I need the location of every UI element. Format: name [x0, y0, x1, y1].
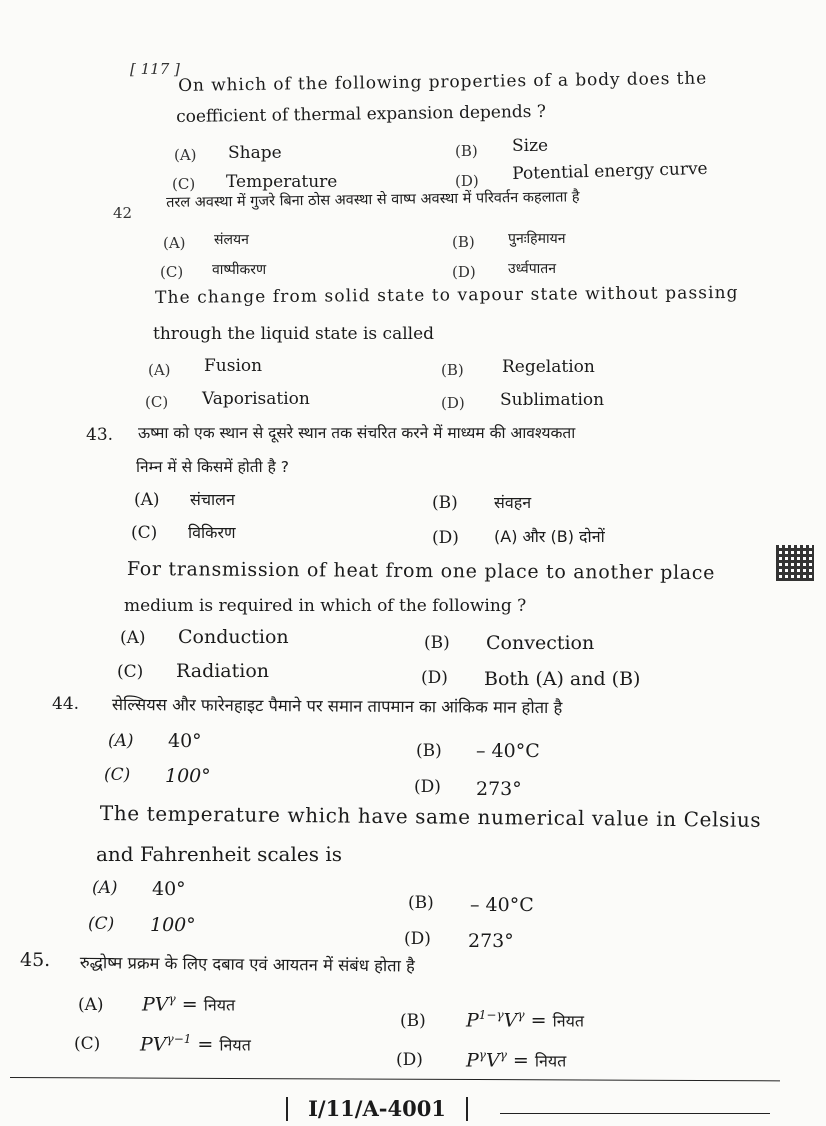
- q44-hi-option-d-label: (D): [414, 777, 441, 797]
- q43-en-option-c: Radiation: [176, 660, 270, 682]
- q43-en-option-a: Conduction: [178, 626, 289, 648]
- q43-en-option-d-label: (D): [421, 668, 448, 688]
- q43-hi-option-b-label: (B): [432, 493, 458, 513]
- q44-en-option-d-label: (D): [404, 929, 431, 949]
- q45-option-c-label: (C): [74, 1034, 101, 1054]
- q42-en-option-c: Vaporisation: [202, 389, 310, 409]
- q41-option-b-label: (B): [455, 142, 478, 160]
- q45-option-b-label: (B): [400, 1011, 426, 1031]
- q42-en-option-d: Sublimation: [500, 390, 605, 410]
- q42-hi-option-c-label: (C): [160, 263, 184, 281]
- q44-text-hindi: सेल्सियस और फारेनहाइट पैमाने पर समान तापमान का आंकिक मान होता है: [111, 694, 563, 718]
- q42-hi-option-d-label: (D): [452, 263, 476, 281]
- q45-option-a: $PV^\gamma$ = नियत: [142, 992, 236, 1016]
- q43-hi-option-a-label: (A): [134, 490, 160, 510]
- q43-en-option-b-label: (B): [424, 633, 450, 653]
- q42-en-option-a-label: (A): [148, 361, 171, 379]
- q43-text-line2: medium is required in which of the following ?: [124, 596, 527, 616]
- q41-option-b: Size: [512, 136, 549, 156]
- q42-hi-option-d: उर्ध्वपातन: [508, 261, 557, 277]
- q44-en-option-a-label: (A): [92, 878, 118, 898]
- q43-hi-option-c-label: (C): [131, 523, 158, 543]
- q43-text-line1: For transmission of heat from one place to another place: [126, 558, 716, 585]
- q42-en-option-b: Regelation: [502, 357, 595, 377]
- q41-option-c: Temperature: [226, 172, 338, 192]
- q41-text-line1: On which of the following properties of a body does the: [178, 68, 708, 96]
- q43-number: 43.: [86, 425, 114, 445]
- q44-en-option-c: 100°: [150, 914, 196, 936]
- q44-hi-option-c-label: (C): [104, 765, 131, 785]
- q43-hi-option-d-label: (D): [432, 528, 459, 548]
- q44-en-option-a: 40°: [152, 878, 186, 900]
- q43-hi-option-a: संचालन: [190, 490, 235, 509]
- q44-hi-option-c: 100°: [165, 765, 211, 787]
- q44-number: 44.: [52, 694, 80, 714]
- q44-text-line2: and Fahrenheit scales is: [96, 842, 342, 866]
- q43-hi-option-b: संवहन: [494, 493, 532, 512]
- q41-option-a-label: (A): [174, 146, 197, 164]
- q42-text-line2: through the liquid state is called: [153, 324, 435, 344]
- footer-code: I/11/A-4001: [286, 1097, 468, 1121]
- q45-option-d: $P^\gamma V^\gamma$ = नियत: [466, 1048, 567, 1072]
- q43-en-option-c-label: (C): [117, 662, 144, 682]
- q43-en-option-d: Both (A) and (B): [484, 668, 641, 690]
- q41-option-c-label: (C): [172, 175, 196, 193]
- footer-rule-right: [500, 1113, 770, 1114]
- q43-hi-option-c: विकिरण: [188, 523, 236, 542]
- q42-hi-option-a-label: (A): [163, 234, 186, 252]
- q42-en-option-a: Fusion: [204, 356, 263, 376]
- q42-hi-option-c: वाष्पीकरण: [212, 262, 267, 278]
- q41-option-a: Shape: [228, 143, 282, 163]
- q42-hi-option-b: पुनःहिमायन: [508, 231, 566, 247]
- q45-option-c: $PV^{\gamma-1}$ = नियत: [140, 1032, 251, 1056]
- q43-text-hindi-line1: ऊष्मा को एक स्थान से दूसरे स्थान तक संचरित करने में माध्यम की आवश्यकता: [138, 424, 576, 442]
- qr-code: [776, 545, 814, 581]
- q45-text-hindi: रुद्धोष्म प्रक्रम के लिए दबाव एवं आयतन में संबंध होता है: [79, 952, 415, 976]
- q42-number: 42: [113, 204, 133, 222]
- q44-text-line1: The temperature which have same numerical value in Celsius: [99, 801, 762, 832]
- q43-en-option-b: Convection: [486, 632, 595, 654]
- q42-hi-option-a: संलयन: [214, 232, 249, 248]
- q45-option-b: $P^{1-\gamma}V^\gamma$ = नियत: [466, 1008, 585, 1032]
- q44-en-option-c-label: (C): [88, 914, 115, 934]
- q44-en-option-b-label: (B): [408, 893, 434, 913]
- q42-text-hindi: तरल अवस्था में गुजरे बिना ठोस अवस्था से वाष्प अवस्था में परिवर्तन कहलाता है: [166, 189, 580, 211]
- q45-option-d-label: (D): [396, 1050, 423, 1070]
- q41-option-d: Potential energy curve: [512, 158, 708, 184]
- footer-rule: [10, 1077, 780, 1081]
- q42-en-option-c-label: (C): [145, 393, 169, 411]
- q42-hi-option-b-label: (B): [452, 233, 475, 251]
- q44-hi-option-a-label: (A): [108, 731, 134, 751]
- q44-en-option-d: 273°: [468, 930, 514, 952]
- q43-hi-option-d: (A) और (B) दोनों: [494, 527, 605, 546]
- q42-en-option-b-label: (B): [441, 361, 464, 379]
- q43-en-option-a-label: (A): [120, 628, 146, 648]
- q41-option-d-label: (D): [455, 172, 479, 190]
- q45-number: 45.: [20, 949, 51, 971]
- q44-hi-option-b-label: (B): [416, 741, 442, 761]
- q44-en-option-b: – 40°C: [470, 894, 534, 916]
- q42-en-option-d-label: (D): [441, 394, 465, 412]
- q45-option-a-label: (A): [78, 995, 104, 1015]
- q44-hi-option-d: 273°: [476, 778, 522, 800]
- q41-text-line2: coefficient of thermal expansion depends ?: [176, 101, 547, 127]
- q42-text-line1: The change from solid state to vapour state without passing: [155, 282, 739, 308]
- page-number: [ 117 ]: [130, 60, 180, 78]
- q43-text-hindi-line2: निम्न में से किसमें होती है ?: [136, 458, 289, 476]
- q44-hi-option-b: – 40°C: [476, 740, 540, 762]
- q44-hi-option-a: 40°: [168, 730, 202, 752]
